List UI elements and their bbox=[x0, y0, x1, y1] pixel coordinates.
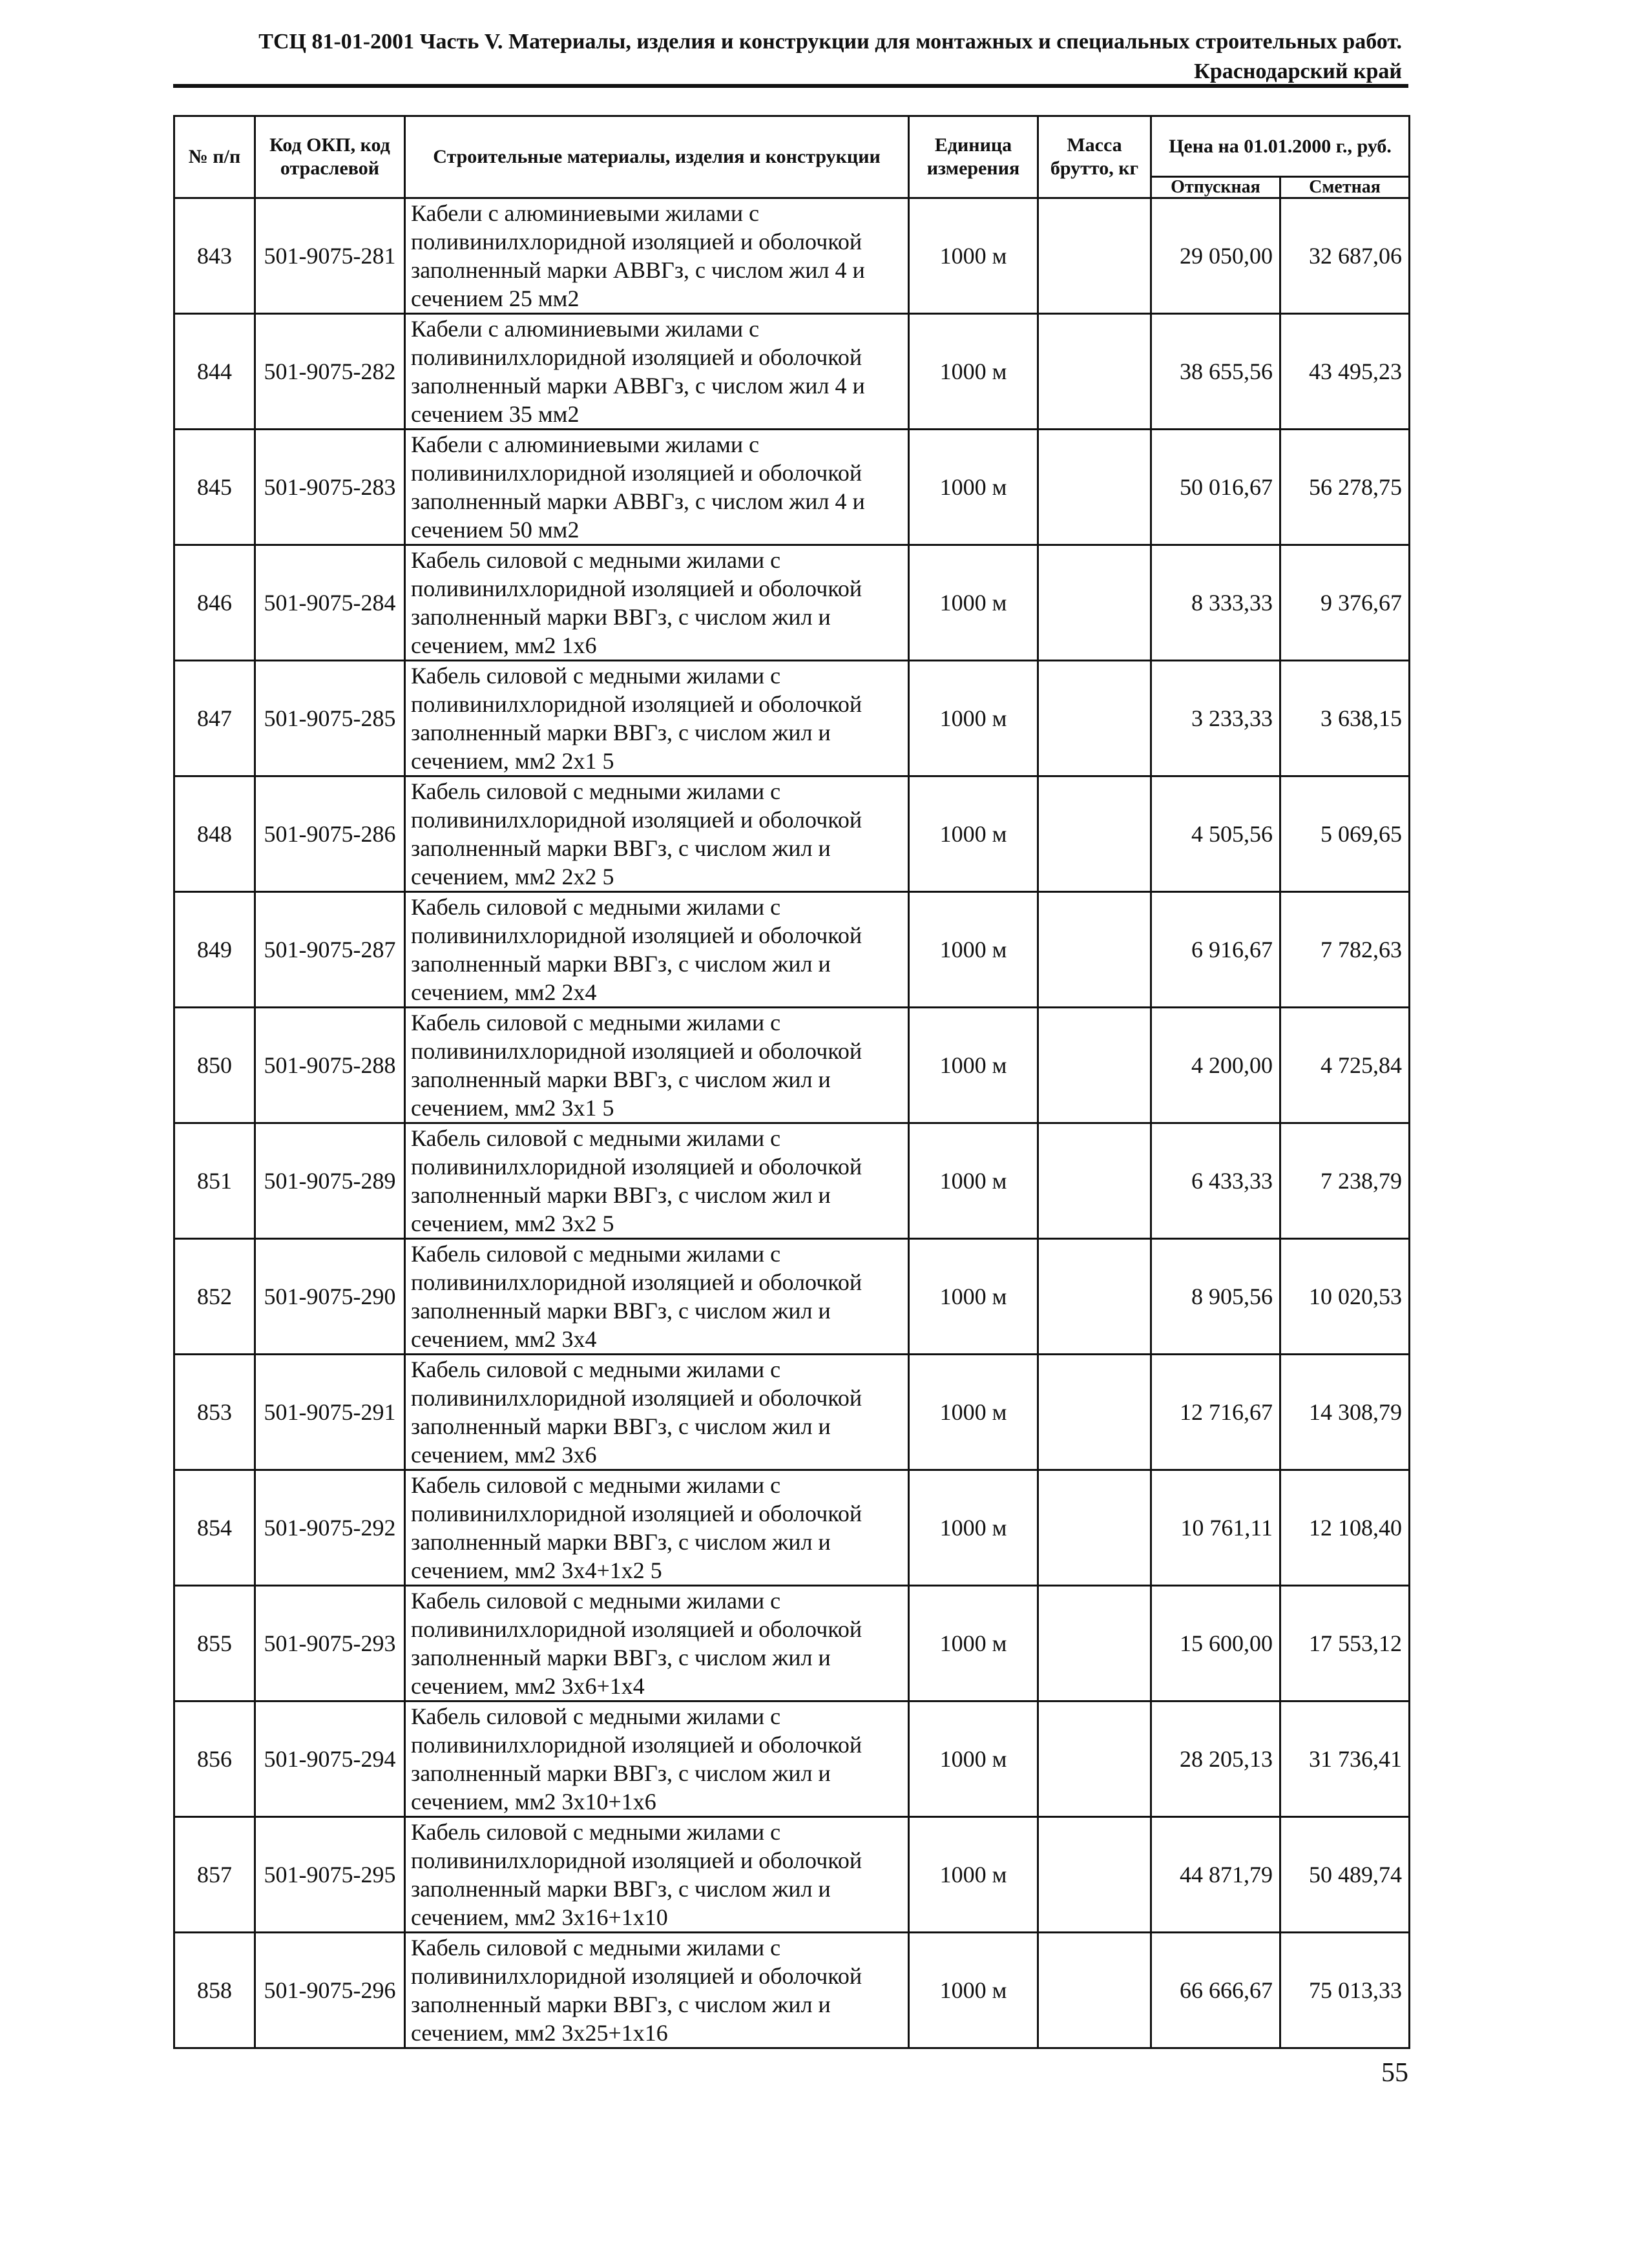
table-row bbox=[174, 1701, 1410, 1817]
row-unit: 1000 м bbox=[909, 1123, 1038, 1239]
row-price-estimate: 10 020,53 bbox=[1280, 1239, 1410, 1355]
row-num: 855 bbox=[174, 1586, 255, 1701]
row-num: 849 bbox=[174, 892, 255, 1008]
row-price-estimate: 31 736,41 bbox=[1280, 1701, 1410, 1817]
row-price-release: 10 761,11 bbox=[1151, 1470, 1280, 1586]
row-mass bbox=[1038, 1701, 1151, 1817]
row-name: Кабель силовой с медными жилами с поливинилхлоридной изоляцией и оболочкой заполненный марки ВВГз, с числом жил и сечением, мм2 3х25+1х16 bbox=[405, 1933, 909, 2048]
table-row bbox=[174, 892, 1410, 1008]
row-code: 501-9075-286 bbox=[255, 776, 405, 892]
row-code: 501-9075-283 bbox=[255, 430, 405, 545]
table-header-row bbox=[174, 116, 1410, 177]
col-header-name: Строительные материалы, изделия и конструкции bbox=[405, 116, 909, 198]
row-mass bbox=[1038, 1239, 1151, 1355]
row-price-estimate: 7 782,63 bbox=[1280, 892, 1410, 1008]
table-row bbox=[174, 1355, 1410, 1470]
row-name: Кабель силовой с медными жилами с поливинилхлоридной изоляцией и оболочкой заполненный марки ВВГз, с числом жил и сечением, мм2 3х2 5 bbox=[405, 1123, 909, 1239]
table-row bbox=[174, 1586, 1410, 1701]
table-row bbox=[174, 1817, 1410, 1933]
row-name: Кабели с алюминиевыми жилами с поливинилхлоридной изоляцией и оболочкой заполненный марки АВВГз, с числом жил 4 и сечением 50 мм2 bbox=[405, 430, 909, 545]
row-price-release: 29 050,00 bbox=[1151, 198, 1280, 314]
row-name: Кабель силовой с медными жилами с поливинилхлоридной изоляцией и оболочкой заполненный марки ВВГз, с числом жил и сечением, мм2 3х4+1х2 5 bbox=[405, 1470, 909, 1586]
row-num: 850 bbox=[174, 1008, 255, 1123]
row-price-estimate: 14 308,79 bbox=[1280, 1355, 1410, 1470]
row-price-release: 6 433,33 bbox=[1151, 1123, 1280, 1239]
row-price-release: 12 716,67 bbox=[1151, 1355, 1280, 1470]
row-name: Кабель силовой с медными жилами с поливинилхлоридной изоляцией и оболочкой заполненный марки ВВГз, с числом жил и сечением, мм2 1х6 bbox=[405, 545, 909, 661]
col-header-price-group: Цена на 01.01.2000 г., руб. bbox=[1151, 116, 1410, 177]
row-num: 854 bbox=[174, 1470, 255, 1586]
header-divider bbox=[173, 84, 1408, 88]
header-title: ТСЦ 81-01-2001 Часть V. Материалы, изделия и конструкции для монтажных и специальных строительных работ. bbox=[258, 30, 1402, 54]
row-mass bbox=[1038, 1933, 1151, 2048]
row-unit: 1000 м bbox=[909, 1470, 1038, 1586]
row-num: 852 bbox=[174, 1239, 255, 1355]
row-mass bbox=[1038, 198, 1151, 314]
table-row bbox=[174, 1008, 1410, 1123]
row-code: 501-9075-282 bbox=[255, 314, 405, 430]
row-unit: 1000 м bbox=[909, 1355, 1038, 1470]
row-code: 501-9075-284 bbox=[255, 545, 405, 661]
table-row bbox=[174, 198, 1410, 314]
row-name: Кабель силовой с медными жилами с поливинилхлоридной изоляцией и оболочкой заполненный марки ВВГз, с числом жил и сечением, мм2 3х6+1х4 bbox=[405, 1586, 909, 1701]
row-num: 853 bbox=[174, 1355, 255, 1470]
row-name: Кабели с алюминиевыми жилами с поливинилхлоридной изоляцией и оболочкой заполненный марки АВВГз, с числом жил 4 и сечением 35 мм2 bbox=[405, 314, 909, 430]
row-price-release: 44 871,79 bbox=[1151, 1817, 1280, 1933]
row-price-release: 8 333,33 bbox=[1151, 545, 1280, 661]
row-mass bbox=[1038, 314, 1151, 430]
row-num: 851 bbox=[174, 1123, 255, 1239]
col-header-mass: Масса брутто, кг bbox=[1038, 116, 1151, 198]
table-row bbox=[174, 1239, 1410, 1355]
row-price-release: 6 916,67 bbox=[1151, 892, 1280, 1008]
row-unit: 1000 м bbox=[909, 1817, 1038, 1933]
row-price-release: 4 505,56 bbox=[1151, 776, 1280, 892]
row-code: 501-9075-285 bbox=[255, 661, 405, 776]
row-price-release: 66 666,67 bbox=[1151, 1933, 1280, 2048]
row-num: 858 bbox=[174, 1933, 255, 2048]
row-unit: 1000 м bbox=[909, 1586, 1038, 1701]
row-mass bbox=[1038, 892, 1151, 1008]
row-code: 501-9075-288 bbox=[255, 1008, 405, 1123]
page-number: 55 bbox=[1381, 2058, 1408, 2088]
header-region: Краснодарский край bbox=[1194, 59, 1402, 83]
row-code: 501-9075-294 bbox=[255, 1701, 405, 1817]
table-body bbox=[174, 198, 1410, 2048]
row-name: Кабель силовой с медными жилами с поливинилхлоридной изоляцией и оболочкой заполненный марки ВВГз, с числом жил и сечением, мм2 2х4 bbox=[405, 892, 909, 1008]
table-row bbox=[174, 1933, 1410, 2048]
page-header bbox=[174, 27, 1402, 87]
row-code: 501-9075-295 bbox=[255, 1817, 405, 1933]
row-unit: 1000 м bbox=[909, 1008, 1038, 1123]
row-mass bbox=[1038, 1817, 1151, 1933]
row-name: Кабель силовой с медными жилами с поливинилхлоридной изоляцией и оболочкой заполненный марки ВВГз, с числом жил и сечением, мм2 2х1 5 bbox=[405, 661, 909, 776]
table-row bbox=[174, 545, 1410, 661]
row-name: Кабель силовой с медными жилами с поливинилхлоридной изоляцией и оболочкой заполненный марки ВВГз, с числом жил и сечением, мм2 3х10+1х6 bbox=[405, 1701, 909, 1817]
row-price-release: 4 200,00 bbox=[1151, 1008, 1280, 1123]
row-name: Кабель силовой с медными жилами с поливинилхлоридной изоляцией и оболочкой заполненный марки ВВГз, с числом жил и сечением, мм2 3х6 bbox=[405, 1355, 909, 1470]
row-code: 501-9075-290 bbox=[255, 1239, 405, 1355]
row-price-estimate: 4 725,84 bbox=[1280, 1008, 1410, 1123]
row-code: 501-9075-289 bbox=[255, 1123, 405, 1239]
row-name: Кабель силовой с медными жилами с поливинилхлоридной изоляцией и оболочкой заполненный марки ВВГз, с числом жил и сечением, мм2 3х1 5 bbox=[405, 1008, 909, 1123]
row-mass bbox=[1038, 661, 1151, 776]
row-mass bbox=[1038, 1008, 1151, 1123]
col-header-unit: Единица измерения bbox=[909, 116, 1038, 198]
price-table bbox=[173, 115, 1410, 2049]
row-unit: 1000 м bbox=[909, 314, 1038, 430]
row-num: 845 bbox=[174, 430, 255, 545]
row-name: Кабели с алюминиевыми жилами с поливинилхлоридной изоляцией и оболочкой заполненный марки АВВГз, с числом жил 4 и сечением 25 мм2 bbox=[405, 198, 909, 314]
row-price-estimate: 7 238,79 bbox=[1280, 1123, 1410, 1239]
row-unit: 1000 м bbox=[909, 1239, 1038, 1355]
row-mass bbox=[1038, 1355, 1151, 1470]
row-price-estimate: 75 013,33 bbox=[1280, 1933, 1410, 2048]
row-price-release: 28 205,13 bbox=[1151, 1701, 1280, 1817]
row-num: 856 bbox=[174, 1701, 255, 1817]
row-price-release: 15 600,00 bbox=[1151, 1586, 1280, 1701]
row-code: 501-9075-291 bbox=[255, 1355, 405, 1470]
row-num: 848 bbox=[174, 776, 255, 892]
col-header-code: Код ОКП, код отраслевой bbox=[255, 116, 405, 198]
row-unit: 1000 м bbox=[909, 1701, 1038, 1817]
row-num: 843 bbox=[174, 198, 255, 314]
table-row bbox=[174, 776, 1410, 892]
row-price-estimate: 50 489,74 bbox=[1280, 1817, 1410, 1933]
row-price-release: 38 655,56 bbox=[1151, 314, 1280, 430]
table-row bbox=[174, 430, 1410, 545]
row-unit: 1000 м bbox=[909, 545, 1038, 661]
row-unit: 1000 м bbox=[909, 1933, 1038, 2048]
row-name: Кабель силовой с медными жилами с поливинилхлоридной изоляцией и оболочкой заполненный марки ВВГз, с числом жил и сечением, мм2 3х16+1х10 bbox=[405, 1817, 909, 1933]
row-unit: 1000 м bbox=[909, 776, 1038, 892]
row-price-release: 3 233,33 bbox=[1151, 661, 1280, 776]
row-mass bbox=[1038, 545, 1151, 661]
table-row bbox=[174, 314, 1410, 430]
row-name: Кабель силовой с медными жилами с поливинилхлоридной изоляцией и оболочкой заполненный марки ВВГз, с числом жил и сечением, мм2 2х2 5 bbox=[405, 776, 909, 892]
row-mass bbox=[1038, 776, 1151, 892]
row-price-estimate: 3 638,15 bbox=[1280, 661, 1410, 776]
row-price-estimate: 9 376,67 bbox=[1280, 545, 1410, 661]
row-price-estimate: 5 069,65 bbox=[1280, 776, 1410, 892]
row-code: 501-9075-292 bbox=[255, 1470, 405, 1586]
row-code: 501-9075-293 bbox=[255, 1586, 405, 1701]
col-header-release: Отпускная bbox=[1151, 177, 1280, 198]
row-price-estimate: 32 687,06 bbox=[1280, 198, 1410, 314]
table-row bbox=[174, 1123, 1410, 1239]
row-unit: 1000 м bbox=[909, 430, 1038, 545]
row-num: 857 bbox=[174, 1817, 255, 1933]
row-mass bbox=[1038, 1123, 1151, 1239]
table-row bbox=[174, 1470, 1410, 1586]
row-price-estimate: 12 108,40 bbox=[1280, 1470, 1410, 1586]
row-mass bbox=[1038, 430, 1151, 545]
row-num: 844 bbox=[174, 314, 255, 430]
col-header-num: № п/п bbox=[174, 116, 255, 198]
col-header-estimate: Сметная bbox=[1280, 177, 1410, 198]
row-code: 501-9075-287 bbox=[255, 892, 405, 1008]
row-price-estimate: 17 553,12 bbox=[1280, 1586, 1410, 1701]
row-unit: 1000 м bbox=[909, 892, 1038, 1008]
row-num: 847 bbox=[174, 661, 255, 776]
row-num: 846 bbox=[174, 545, 255, 661]
table-row bbox=[174, 661, 1410, 776]
row-price-release: 50 016,67 bbox=[1151, 430, 1280, 545]
row-code: 501-9075-296 bbox=[255, 1933, 405, 2048]
row-code: 501-9075-281 bbox=[255, 198, 405, 314]
row-price-release: 8 905,56 bbox=[1151, 1239, 1280, 1355]
row-name: Кабель силовой с медными жилами с поливинилхлоридной изоляцией и оболочкой заполненный марки ВВГз, с числом жил и сечением, мм2 3х4 bbox=[405, 1239, 909, 1355]
row-unit: 1000 м bbox=[909, 661, 1038, 776]
row-unit: 1000 м bbox=[909, 198, 1038, 314]
row-mass bbox=[1038, 1586, 1151, 1701]
row-price-estimate: 56 278,75 bbox=[1280, 430, 1410, 545]
row-mass bbox=[1038, 1470, 1151, 1586]
row-price-estimate: 43 495,23 bbox=[1280, 314, 1410, 430]
